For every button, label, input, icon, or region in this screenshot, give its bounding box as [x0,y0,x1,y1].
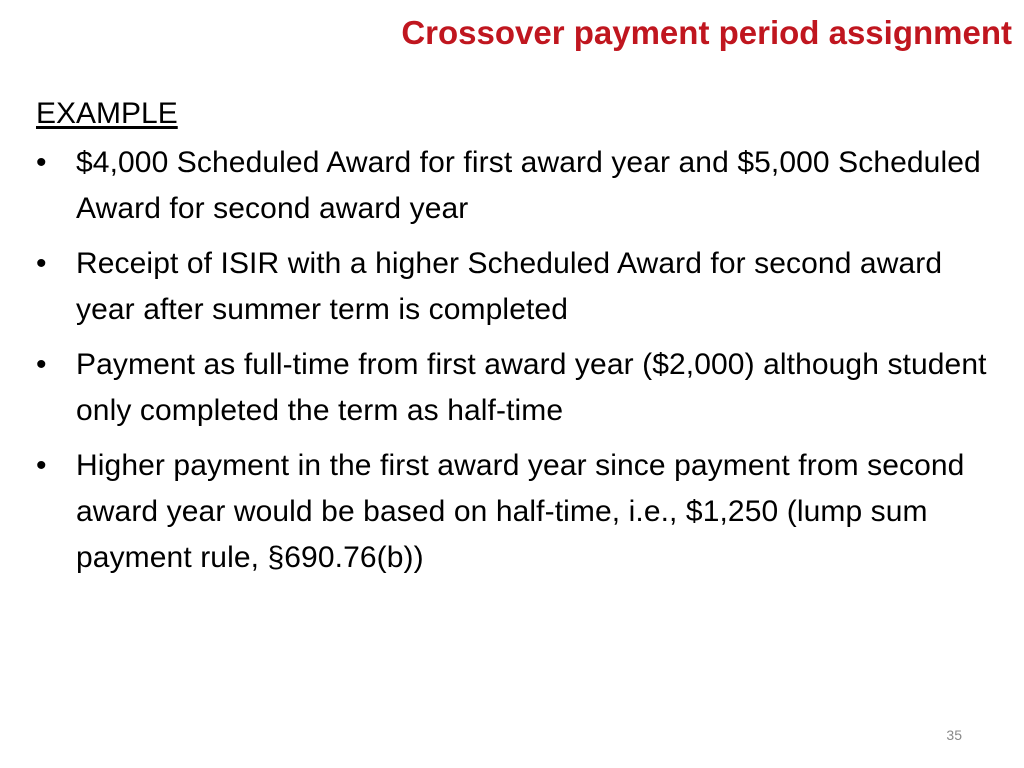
bullet-icon: • [36,247,47,280]
bullet-text: Higher payment in the first award year since payment from second award year would be based on half-time, i.e., $1,250 (lump sum payment rule, §690.76(b)) [76,449,965,574]
bullet-item [36,140,1001,232]
bullet-text: $4,000 Scheduled Award for first award year and $5,000 Scheduled Award for second award year [76,146,981,225]
bullet-text: Receipt of ISIR with a higher Scheduled Award for second award year after summer term is completed [76,247,943,326]
example-heading: EXAMPLE [36,97,178,130]
page-number: 35 [946,727,962,743]
bullet-icon: • [36,348,47,381]
bullet-item [36,443,1001,581]
bullet-list [36,140,1001,581]
bullet-item [36,342,1001,434]
bullet-icon: • [36,449,47,482]
bullet-icon: • [36,146,47,179]
bullet-item [36,241,1001,333]
bullet-text: Payment as full-time from first award year ($2,000) although student only completed the term as half-time [76,348,987,427]
slide-body [36,94,1001,590]
slide-title: Crossover payment period assignment [401,14,1012,51]
